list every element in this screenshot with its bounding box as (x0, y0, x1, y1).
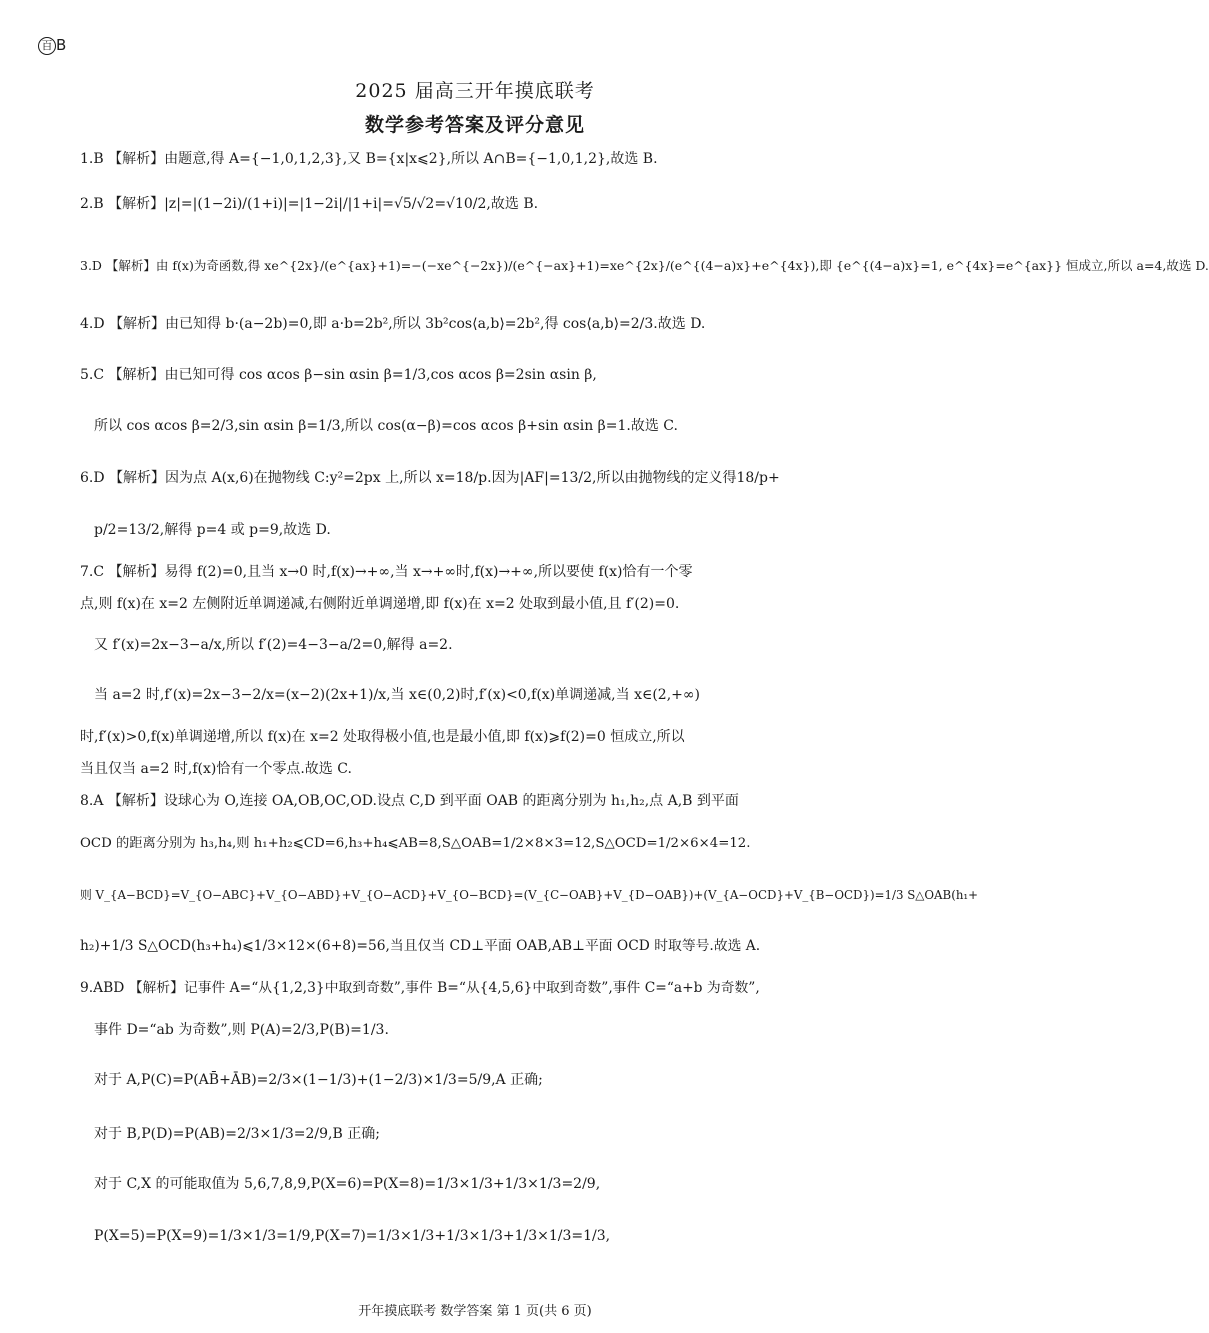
q8-line-2: OCD 的距离分别为 h₃,h₄,则 h₁+h₂⩽CD=6,h₃+h₄⩽AB=8,S△OAB=1/2×8×3=12,S△OCD=1/2×6×4=12. (80, 836, 751, 851)
q8-line-4: h₂)+1/3 S△OCD(h₃+h₄)⩽1/3×12×(6+8)=56,当且仅当 CD⊥平面 OAB,AB⊥平面 OCD 时取等号.故选 A. (80, 938, 761, 954)
q6-line-2: p/2=13/2,解得 p=4 或 p=9,故选 D. (94, 522, 331, 538)
q9-line-1: 9.ABD 【解析】记事件 A=“从{1,2,3}中取到奇数”,事件 B=“从{4,5,6}中取到奇数”,事件 C=“a+b 为奇数”, (80, 980, 760, 996)
exam-title: 2025 届高三开年摸底联考 (355, 80, 595, 102)
q9-line-4: 对于 B,P(D)=P(AB)=2/3×1/3=2/9,B 正确; (94, 1126, 380, 1142)
q3-line: 3.D 【解析】由 f(x)为奇函数,得 xe^{2x}/(e^{ax}+1)=−(−xe^{−2x})/(e^{−ax}+1)=xe^{2x}/(e^{(4−a)x}+e^{4x}),即 {e^{(4−a)x}=1, e^{4x}=e^{ax}} 恒成立,所以 a=4,故选 D. (80, 258, 1209, 273)
corner-mark-glyph: 百 (38, 37, 56, 55)
q6-line-1: 6.D 【解析】因为点 A(x,6)在抛物线 C:y²=2px 上,所以 x=18/p.因为|AF|=13/2,所以由抛物线的定义得18/p+ (80, 470, 780, 486)
corner-mark-letter: B (56, 36, 67, 54)
q8-line-1: 8.A 【解析】设球心为 O,连接 OA,OB,OC,OD.设点 C,D 到平面 OAB 的距离分别为 h₁,h₂,点 A,B 到平面 (80, 793, 739, 809)
q5-line-1: 5.C 【解析】由已知可得 cos αcos β−sin αsin β=1/3,cos αcos β=2sin αsin β, (80, 367, 597, 383)
q8-line-3: 则 V_{A−BCD}=V_{O−ABC}+V_{O−ABD}+V_{O−ACD}+V_{O−BCD}=(V_{C−OAB}+V_{D−OAB})+(V_{A−OCD}+V_{B−OCD})=1/3 S△OAB(h₁+ (80, 888, 979, 902)
q7-line-1: 7.C 【解析】易得 f(2)=0,且当 x→0 时,f(x)→+∞,当 x→+∞时,f(x)→+∞,所以要使 f(x)恰有一个零 (80, 564, 693, 580)
corner-mark (38, 36, 66, 55)
q9-line-5: 对于 C,X 的可能取值为 5,6,7,8,9,P(X=6)=P(X=8)=1/3×1/3+1/3×1/3=2/9, (94, 1176, 601, 1192)
q7-line-4: 当 a=2 时,f′(x)=2x−3−2/x=(x−2)(2x+1)/x,当 x∈(0,2)时,f′(x)<0,f(x)单调递减,当 x∈(2,+∞) (94, 687, 700, 703)
q5-line-2: 所以 cos αcos β=2/3,sin αsin β=1/3,所以 cos(α−β)=cos αcos β+sin αsin β=1.故选 C. (94, 418, 678, 434)
q7-line-5: 时,f′(x)>0,f(x)单调递增,所以 f(x)在 x=2 处取得极小值,也是最小值,即 f(x)⩾f(2)=0 恒成立,所以 (80, 729, 685, 745)
q9-line-3: 对于 A,P(C)=P(AB̄+ĀB)=2/3×(1−1/3)+(1−2/3)×1/3=5/9,A 正确; (94, 1072, 543, 1088)
answer-subtitle: 数学参考答案及评分意见 (364, 114, 585, 136)
page-footer: 开年摸底联考 数学答案 第 1 页(共 6 页) (358, 1304, 592, 1319)
q2-line: 2.B 【解析】|z|=|(1−2i)/(1+i)|=|1−2i|/|1+i|=√5/√2=√10/2,故选 B. (80, 196, 539, 212)
q7-line-6: 当且仅当 a=2 时,f(x)恰有一个零点.故选 C. (80, 761, 352, 777)
q9-line-6: P(X=5)=P(X=9)=1/3×1/3=1/9,P(X=7)=1/3×1/3+1/3×1/3+1/3×1/3=1/3, (94, 1228, 611, 1244)
q1-line: 1.B 【解析】由题意,得 A={−1,0,1,2,3},又 B={x|x⩽2},所以 A∩B={−1,0,1,2},故选 B. (80, 151, 658, 167)
q9-line-2: 事件 D=“ab 为奇数”,则 P(A)=2/3,P(B)=1/3. (94, 1022, 389, 1038)
q4-line: 4.D 【解析】由已知得 b·(a−2b)=0,即 a·b=2b²,所以 3b²cos⟨a,b⟩=2b²,得 cos⟨a,b⟩=2/3.故选 D. (80, 316, 706, 332)
q7-line-2: 点,则 f(x)在 x=2 左侧附近单调递减,右侧附近单调递增,即 f(x)在 x=2 处取到最小值,且 f′(2)=0. (80, 596, 680, 612)
q7-line-3: 又 f′(x)=2x−3−a/x,所以 f′(2)=4−3−a/2=0,解得 a=2. (94, 637, 453, 653)
